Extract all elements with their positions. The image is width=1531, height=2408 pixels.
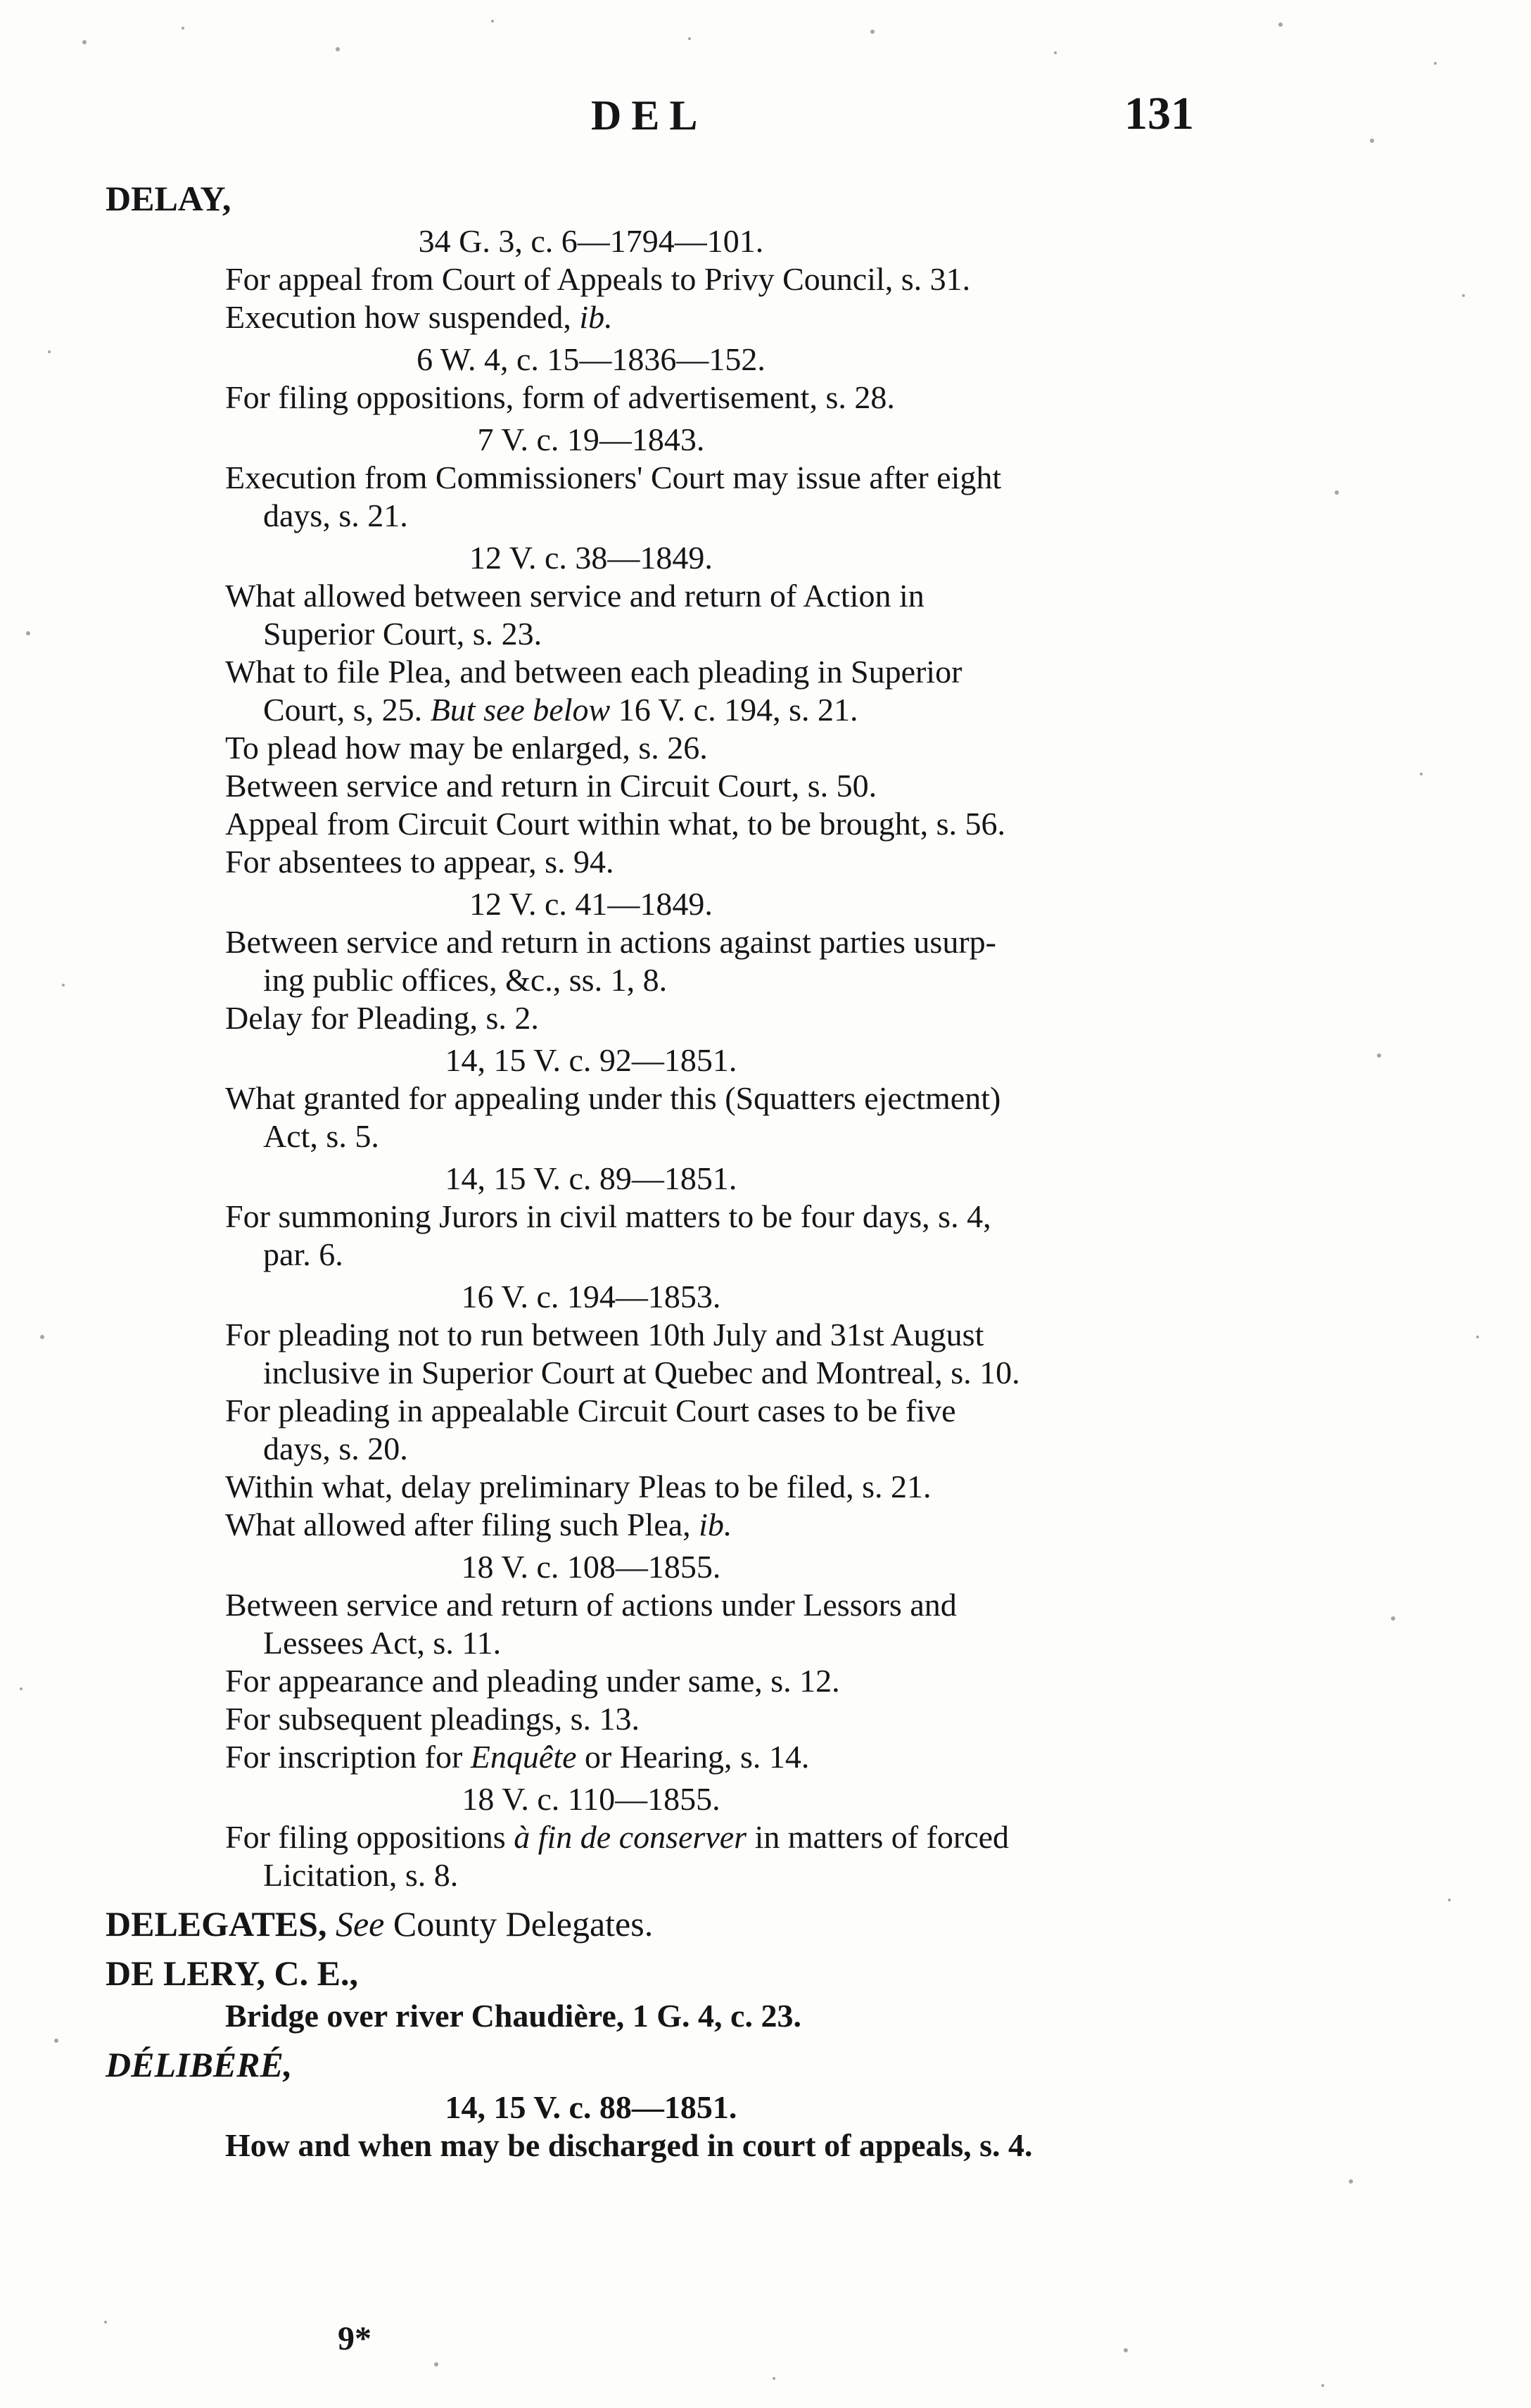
index-line: For pleading in appealable Circuit Court cases to be five (225, 1393, 956, 1428)
index-line: What granted for appealing under this (Squatters ejectment) (225, 1080, 1001, 1116)
index-line-text: or Hearing, s. 14. (576, 1739, 810, 1775)
index-line: How and when may be discharged in court of appeals, s. 4. (225, 2127, 1033, 2163)
statute-ref: 6 W. 4, c. 15—1836—152. (417, 341, 766, 377)
index-line-continuation: days, s. 21. (263, 498, 408, 533)
entry-heading-delibere: DÉLIBÉRÉ, (106, 2045, 293, 2084)
index-line-text: For inscription for (225, 1739, 471, 1775)
statute-ref: 12 V. c. 41—1849. (469, 886, 713, 922)
statute-ref: 14, 15 V. c. 88—1851. (445, 2089, 737, 2125)
statute-ref: 14, 15 V. c. 89—1851. (445, 1160, 737, 1196)
index-line-text: Execution how suspended, (225, 299, 580, 335)
ibid-text: ib. (579, 299, 613, 335)
index-line: For subsequent pleadings, s. 13. (225, 1701, 640, 1737)
index-line-text: What allowed after filing such Plea, (225, 1507, 699, 1542)
index-line: Within what, delay preliminary Pleas to be filed, s. 21. (225, 1469, 932, 1504)
index-line: For absentees to appear, s. 94. (225, 844, 614, 880)
index-line-continuation: Act, s. 5. (263, 1118, 379, 1154)
running-head-word: DEL (591, 92, 708, 139)
cross-reference-text: County Delegates. (384, 1904, 654, 1944)
see-reference: See (335, 1904, 385, 1944)
index-line: What allowed between service and return of Action in (225, 578, 925, 614)
index-line (106, 1738, 1217, 1776)
index-line: For appeal from Court of Appeals to Privy Council, s. 31. (225, 261, 971, 297)
entry-heading-de-lery: DE LERY, C. E., (106, 1953, 358, 1993)
index-line-text: For filing oppositions (225, 1819, 514, 1855)
signature-mark: 9* (338, 2320, 371, 2357)
index-line: What to file Plea, and between each pleading in Superior (225, 654, 963, 690)
index-line: For summoning Jurors in civil matters to be four days, s. 4, (225, 1198, 991, 1234)
index-line: Between service and return of actions under Lessors and (225, 1587, 957, 1623)
a-fin-de-conserver-text: à fin de conserver (514, 1819, 747, 1855)
statute-ref: 14, 15 V. c. 92—1851. (445, 1042, 737, 1078)
index-line-continuation: Licitation, s. 8. (263, 1857, 459, 1893)
index-line-text: 16 V. c. 194, s. 21. (610, 692, 858, 728)
running-head (0, 88, 1531, 148)
index-line: Bridge over river Chaudière, 1 G. 4, c. 23. (225, 1998, 801, 2034)
page-number: 131 (1124, 88, 1194, 139)
index-line-continuation: Superior Court, s. 23. (263, 616, 542, 652)
entry-heading-delegates (106, 1904, 1217, 1944)
index-line: Delay for Pleading, s. 2. (225, 1000, 539, 1036)
index-line: For filing oppositions, form of advertisement, s. 28. (225, 379, 895, 415)
index-line-continuation (106, 691, 1217, 729)
index-line (106, 298, 1217, 336)
index-line (106, 1818, 1217, 1856)
enquete-text: Enquête (470, 1739, 577, 1775)
index-line: Appeal from Circuit Court within what, to be brought, s. 56. (225, 806, 1005, 842)
ibid-text: ib. (699, 1507, 732, 1542)
index-line-continuation: Lessees Act, s. 11. (263, 1625, 502, 1661)
index-line: For pleading not to run between 10th July and 31st August (225, 1317, 984, 1352)
index-line: Between service and return in Circuit Court, s. 50. (225, 768, 877, 804)
index-line-continuation: days, s. 20. (263, 1431, 408, 1466)
index-line-text: Court, s, 25. (263, 692, 431, 728)
entry-heading-text: DELEGATES, (106, 1904, 327, 1944)
index-line-continuation: par. 6. (263, 1236, 343, 1272)
index-line-continuation: ing public offices, &c., ss. 1, 8. (263, 962, 668, 998)
index-line-text: in matters of forced (747, 1819, 1010, 1855)
index-line: Between service and return in actions against parties usurp- (225, 924, 996, 960)
index-line-continuation: inclusive in Superior Court at Quebec and Montreal, s. 10. (263, 1355, 1020, 1390)
index-line: For appearance and pleading under same, s. 12. (225, 1663, 840, 1699)
statute-ref: 18 V. c. 110—1855. (462, 1781, 720, 1817)
see-below-text: But see below (430, 692, 611, 728)
index-line: Execution from Commissioners' Court may issue after eight (225, 460, 1002, 495)
index-entries (106, 169, 1217, 2165)
statute-ref: 18 V. c. 108—1855. (461, 1549, 721, 1585)
index-line (106, 1506, 1217, 1544)
statute-ref: 16 V. c. 194—1853. (461, 1279, 721, 1314)
statute-ref: 34 G. 3, c. 6—1794—101. (418, 223, 764, 259)
statute-ref: 12 V. c. 38—1849. (469, 540, 713, 576)
entry-heading-delay: DELAY, (106, 179, 231, 218)
index-line: To plead how may be enlarged, s. 26. (225, 730, 708, 766)
statute-ref: 7 V. c. 19—1843. (477, 422, 705, 457)
